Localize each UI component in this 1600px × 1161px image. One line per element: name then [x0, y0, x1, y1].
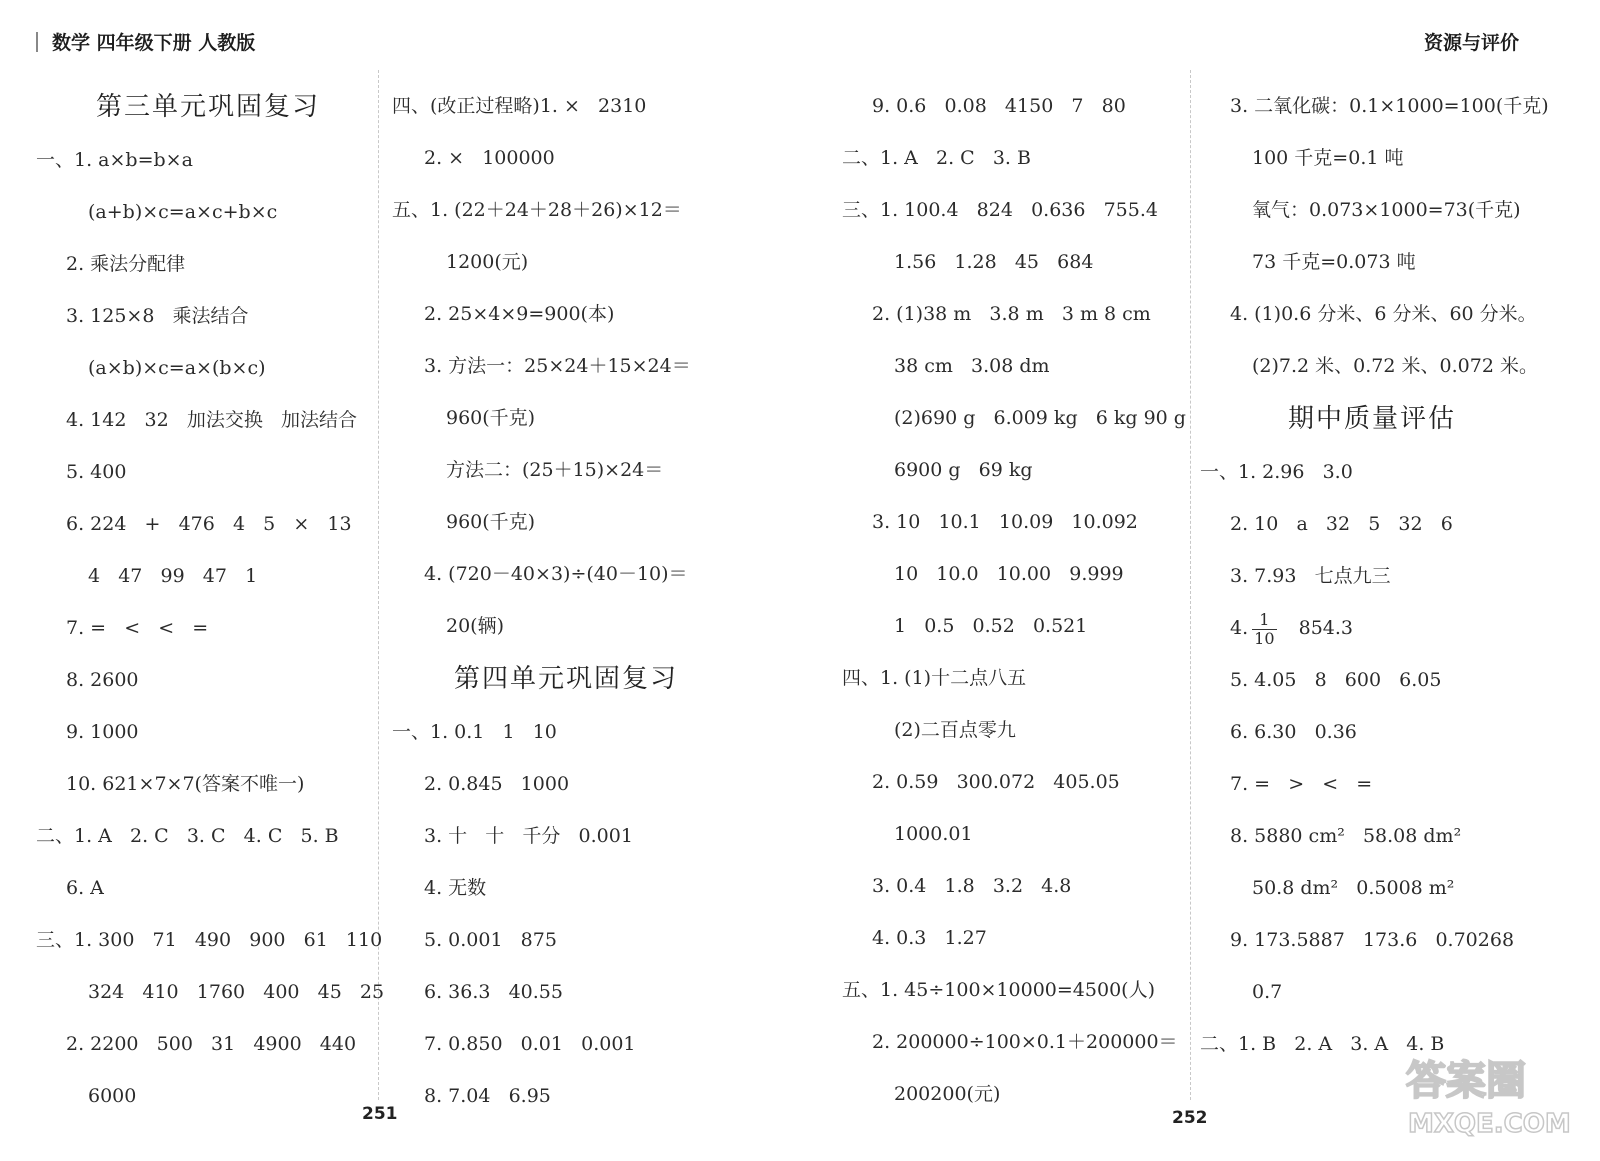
answer-line: 3. 方法一：25×24＋15×24＝ [424, 355, 691, 377]
answer-line: 10 10.0 10.00 9.999 [894, 563, 1124, 585]
answer-line: 3. 125×8 乘法结合 [66, 305, 249, 327]
running-header-left [36, 28, 255, 55]
answer-line: 2. 乘法分配律 [66, 253, 186, 275]
answer-line: 7. 0.850 0.01 0.001 [424, 1033, 636, 1055]
answer-line: 五、1. (22＋24＋28＋26)×12＝ [392, 199, 682, 221]
answer-line: 10. 621×7×7(答案不唯一) [66, 773, 305, 795]
answer-line: 四、(改正过程略)1. × 2310 [392, 95, 647, 117]
answer-line: 一、1. 2.96 3.0 [1200, 461, 1353, 483]
answer-line: 2. 2200 500 31 4900 440 [66, 1033, 357, 1055]
answer-line: 0.7 [1252, 981, 1283, 1003]
answer-line: 6. 224 + 476 4 5 × 13 [66, 513, 352, 535]
answer-line: 3. 0.4 1.8 3.2 4.8 [872, 875, 1072, 897]
answer-line: 2. × 100000 [424, 147, 555, 169]
watermark-text: 答案圈 [1406, 1058, 1526, 1104]
answer-line: 1 0.5 0.52 0.521 [894, 615, 1088, 637]
answer-line: (a+b)×c=a×c+b×c [88, 201, 278, 223]
answer-line: 960(千克) [446, 511, 536, 533]
header-subject: 数学 四年级下册 人教版 [52, 32, 256, 54]
answer-line: 3. 二氧化碳：0.1×1000=100(千克) [1230, 95, 1549, 117]
fraction-suffix: 854.3 [1298, 617, 1354, 639]
column-divider [1190, 70, 1191, 1100]
header-bar [36, 32, 38, 52]
answer-line: 三、1. 100.4 824 0.636 755.4 [842, 199, 1158, 221]
answer-line: (2)7.2 米、0.72 米、0.072 米。 [1252, 355, 1538, 377]
answer-line: 4. 142 32 加法交换 加法结合 [66, 409, 357, 431]
answer-line: 3. 十 十 千分 0.001 [424, 825, 633, 847]
fraction-numerator: 1 [1252, 611, 1276, 630]
fraction [1252, 611, 1276, 648]
page-number-right: 252 [1172, 1108, 1208, 1128]
column-2 [392, 80, 772, 1122]
answer-line: 8. 5880 cm² 58.08 dm² [1230, 825, 1462, 847]
answer-line: 5. 400 [66, 461, 127, 483]
answer-line: 方法二：(25＋15)×24＝ [446, 459, 664, 481]
answer-line: 9. 173.5887 173.6 0.70268 [1230, 929, 1515, 951]
answer-line: 6900 g 69 kg [894, 459, 1033, 481]
answer-line: 7. = > < = [1230, 773, 1373, 795]
answer-line: 4. 无数 [424, 877, 487, 899]
answer-line: 三、1. 300 71 490 900 61 110 [36, 929, 383, 951]
answer-line: 1.56 1.28 45 684 [894, 251, 1094, 273]
answer-line: 1200(元) [446, 251, 529, 273]
answer-line: 4 47 99 47 1 [88, 565, 258, 587]
answer-line: 9. 0.6 0.08 4150 7 80 [872, 95, 1126, 117]
answer-line: 73 千克=0.073 吨 [1252, 251, 1416, 273]
answer-line: 960(千克) [446, 407, 536, 429]
answer-line: 6. A [66, 877, 104, 899]
running-header-right [1424, 28, 1519, 55]
answer-line: 8. 2600 [66, 669, 139, 691]
answer-line: 4. (720－40×3)÷(40－10)＝ [424, 563, 688, 585]
answer-line: 20(辆) [446, 615, 505, 637]
answer-line: 100 千克=0.1 吨 [1252, 147, 1404, 169]
answer-line: 2. 0.845 1000 [424, 773, 570, 795]
answer-line: 二、1. B 2. A 3. A 4. B [1200, 1033, 1445, 1055]
answer-line: 7. = < < = [66, 617, 209, 639]
answer-line-fraction [1200, 602, 1540, 654]
answer-line: 8. 7.04 6.95 [424, 1085, 551, 1107]
answer-line: (2)690 g 6.009 kg 6 kg 90 g [894, 407, 1186, 429]
answer-line: 2. (1)38 m 3.8 m 3 m 8 cm [872, 303, 1151, 325]
fraction-denominator: 10 [1254, 628, 1275, 648]
answer-line: 6. 6.30 0.36 [1230, 721, 1357, 743]
column-4 [1200, 80, 1549, 1070]
answer-line: 6000 [88, 1085, 137, 1107]
answer-line: 6. 36.3 40.55 [424, 981, 563, 1003]
answer-line: 5. 4.05 8 600 6.05 [1230, 669, 1442, 691]
watermark-logo [1398, 1046, 1578, 1146]
answer-line: 二、1. A 2. C 3. C 4. C 5. B [36, 825, 339, 847]
fraction-prefix: 4. [1230, 617, 1249, 639]
answer-line: 二、1. A 2. C 3. B [842, 147, 1031, 169]
section-title: 第三单元巩固复习 [96, 92, 321, 122]
answer-line: 4. 0.3 1.27 [872, 927, 987, 949]
answer-line: 2. 10 a 32 5 32 6 [1230, 513, 1453, 535]
watermark-url: MXQE.COM [1408, 1109, 1571, 1139]
answer-line: 9. 1000 [66, 721, 139, 743]
header-series: 资源与评价 [1424, 32, 1520, 54]
answer-line: 一、1. a×b=b×a [36, 149, 193, 171]
answer-line: 50.8 dm² 0.5008 m² [1252, 877, 1455, 899]
answer-line: 1000.01 [894, 823, 973, 845]
section-title: 期中质量评估 [1288, 404, 1457, 434]
answer-line: (2)二百点零九 [894, 719, 1016, 741]
answer-line: 3. 7.93 七点九三 [1230, 565, 1391, 587]
page-number-left: 251 [362, 1104, 398, 1124]
answer-line: 4. (1)0.6 分米、6 分米、60 分米。 [1230, 303, 1537, 325]
answer-line: 五、1. 45÷100×10000=4500(人) [842, 979, 1155, 1001]
answer-line: (a×b)×c=a×(b×c) [88, 357, 266, 379]
answer-line: 四、1. (1)十二点八五 [842, 667, 1027, 689]
section-title: 第四单元巩固复习 [454, 664, 679, 694]
answer-line: 324 410 1760 400 45 25 [88, 981, 385, 1003]
answer-line: 38 cm 3.08 dm [894, 355, 1050, 377]
answer-line: 氧气：0.073×1000=73(千克) [1252, 199, 1521, 221]
column-3 [842, 80, 1186, 1120]
answer-line: 2. 0.59 300.072 405.05 [872, 771, 1120, 793]
answer-line: 200200(元) [894, 1083, 1001, 1105]
answer-line: 5. 0.001 875 [424, 929, 557, 951]
answer-line: 2. 25×4×9=900(本) [424, 303, 615, 325]
answer-line: 2. 200000÷100×0.1＋200000＝ [872, 1031, 1178, 1053]
answer-line: 一、1. 0.1 1 10 [392, 721, 557, 743]
answer-line: 3. 10 10.1 10.09 10.092 [872, 511, 1138, 533]
